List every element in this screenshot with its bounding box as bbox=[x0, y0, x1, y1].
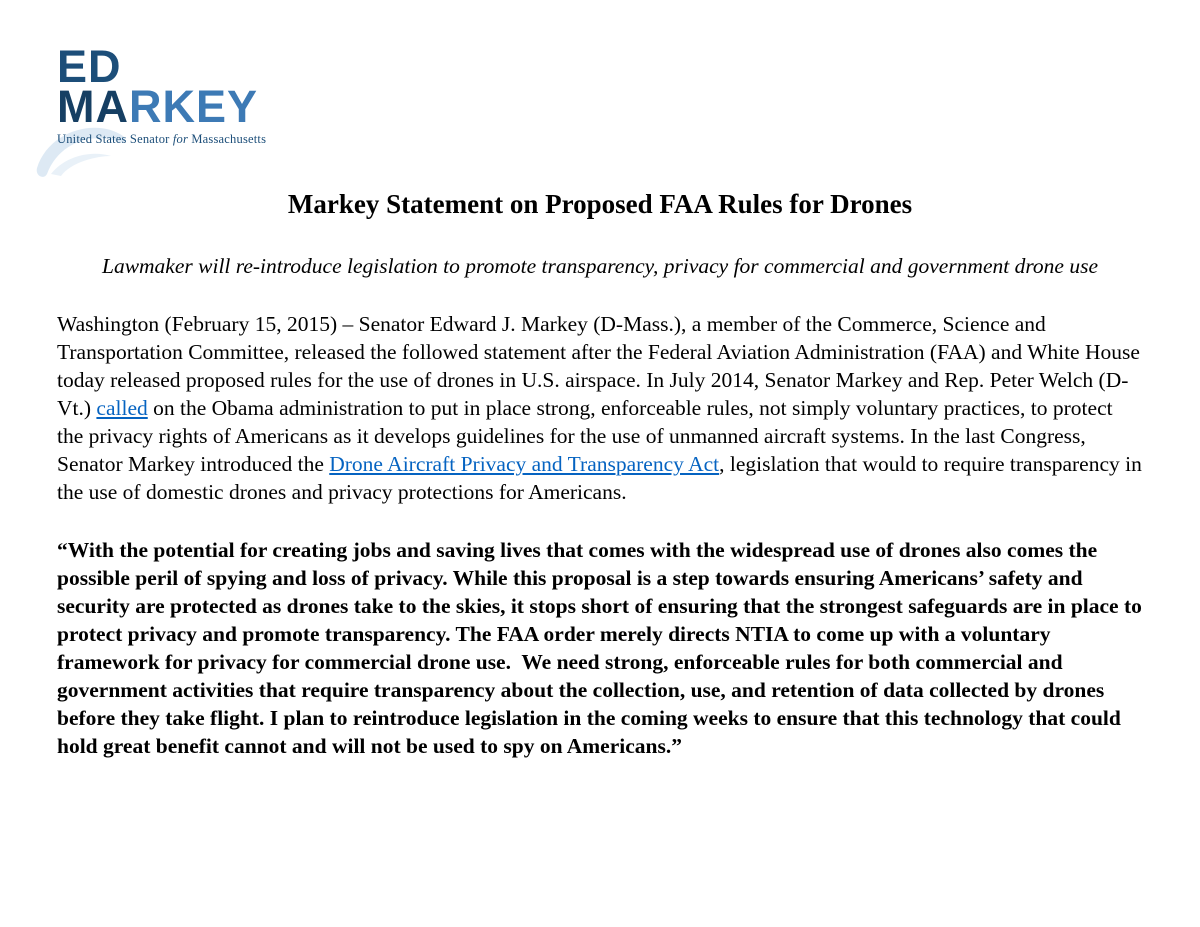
logo-tagline-for: for bbox=[172, 132, 189, 146]
drone-privacy-act-link[interactable]: Drone Aircraft Privacy and Transparency Act bbox=[329, 452, 720, 476]
logo-tagline bbox=[57, 132, 1143, 147]
ed-markey-logo bbox=[57, 41, 1143, 160]
subtitle: Lawmaker will re-introduce legislation to promote transparency, privacy for commercial and government drone use bbox=[101, 254, 1098, 278]
page-title: Markey Statement on Proposed FAA Rules for Drones bbox=[287, 189, 913, 219]
body-paragraph bbox=[57, 310, 1143, 506]
body-text-part1: Washington (February 15, 2015) – Senator Edward J. Markey (D-Mass.), a member of the Commerce, Science and Transportation Committee, released the followed statement after the Federal Aviation Administration (FAA) and White House today released proposed rules for the use of drones in U.S. airspace. In July 2014, Senator Markey and Rep. Peter Welch (D-Vt.) bbox=[57, 312, 1140, 420]
body-text-part3: , legislation that would to require transparency in the use of domestic drones and privacy protections for Americans. bbox=[57, 452, 1142, 504]
logo-ed-text: ED bbox=[57, 41, 122, 92]
logo-tagline-part2: Massachusetts bbox=[188, 132, 267, 146]
quote-paragraph: “With the potential for creating jobs and saving lives that comes with the widespread use of drones also comes the possible peril of spying and loss of privacy. While this proposal is a step towards ensuring Americans’ safety and security are protected as drones take to the skies, it stops short of ensuring that the strongest safeguards are in place to protect privacy and promote transparency. The FAA order merely directs NTIA to come up with a voluntary framework for privacy for commercial drone use. We need strong, enforceable rules for both commercial and government activities that require transparency about the collection, use, and retention of data collected by drones before they take flight. I plan to reintroduce legislation in the coming weeks to ensure that this technology that could hold great benefit cannot and will not be used to spy on Americans.” bbox=[57, 538, 1148, 758]
body-text-part2: on the Obama administration to put in place strong, enforceable rules, not simply voluntary practices, to protect the privacy rights of Americans as it develops guidelines for the use of unmanned aircraft systems. In the last Congress, Senator Markey introduced the bbox=[57, 396, 1113, 476]
called-link[interactable]: called bbox=[96, 396, 148, 420]
logo-ma-text: MA bbox=[57, 81, 129, 132]
logo-tagline-part1: United States Senator bbox=[57, 132, 173, 146]
logo-rkey-text: RKEY bbox=[128, 81, 259, 132]
logo-markey-text bbox=[57, 81, 1143, 132]
